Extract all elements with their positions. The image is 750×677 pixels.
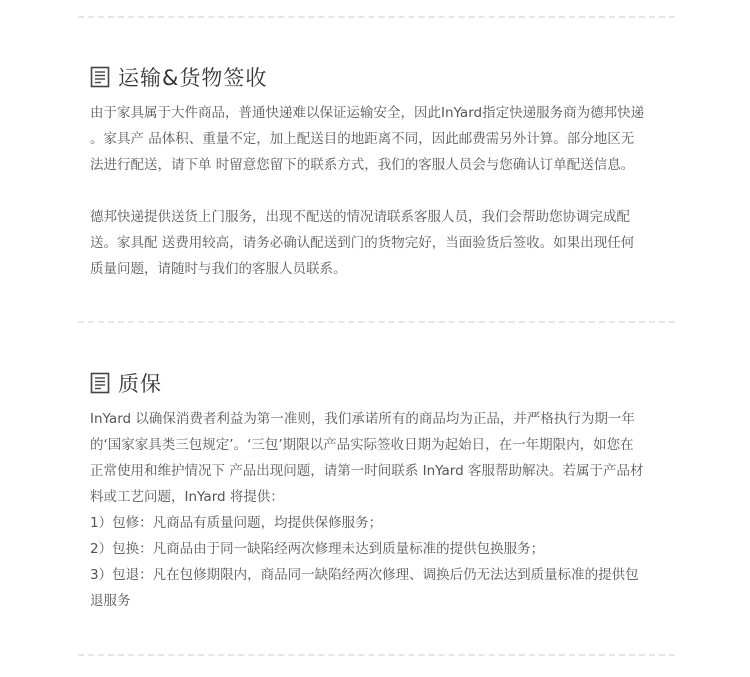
warranty-paragraph (90, 406, 670, 614)
text-line: 1）包修：凡商品有质量问题，均提供保修服务； (90, 515, 383, 531)
text-line: 3）包退：凡在包修期限内，商品同一缺陷经两次修理、调换后仍无法达到质量标准的提供包 (90, 567, 639, 583)
text-line: 料或工艺问题，InYard 将提供： (90, 489, 284, 505)
text-line: 质量问题，请随时与我们的客服人员联系。 (90, 261, 347, 277)
bottom-divider (78, 654, 675, 656)
document-list-icon (90, 372, 110, 394)
text-line: InYard 以确保消费者利益为第一准则，我们承诺所有的商品均为正品，并严格执行为期一年 (90, 411, 635, 427)
shipping-title: 运输&货物签收 (118, 66, 268, 90)
text-line: 法进行配送，请下单 时留意您留下的联系方式，我们的客服人员会与您确认订单配送信息。 (90, 157, 635, 173)
text-line: 由于家具属于大件商品，普通快递难以保证运输安全，因此InYard指定快递服务商为德邦快递 (90, 105, 645, 121)
text-line: 退服务 (90, 593, 131, 609)
shipping-paragraph-1 (90, 100, 670, 178)
text-line: 2）包换：凡商品由于同一缺陷经两次修理未达到质量标准的提供包换服务； (90, 541, 545, 557)
text-line: 德邦快递提供送货上门服务，出现不配送的情况请联系客服人员，我们会帮助您协调完成配 (90, 209, 630, 225)
text-line: 。家具产 品体积、重量不定，加上配送目的地距离不同，因此邮费需另外计算。部分地区无 (90, 131, 635, 147)
top-divider (78, 16, 675, 18)
shipping-section-title (90, 62, 267, 92)
shipping-paragraph-2 (90, 204, 670, 282)
text-line: 的‘国家家具类三包规定’。‘三包’期限以产品实际签收日期为起始日，在一年期限内，如您在 (90, 437, 634, 453)
warranty-section-title (90, 368, 162, 398)
warranty-title: 质保 (118, 372, 162, 396)
document-list-icon (90, 66, 110, 88)
text-line: 正常使用和维护情况下 产品出现问题，请第一时间联系 InYard 客服帮助解决。若属于产品材 (90, 463, 644, 479)
text-line: 送。家具配 送费用较高，请务必确认配送到门的货物完好，当面验货后签收。如果出现任何 (90, 235, 635, 251)
middle-divider (78, 321, 675, 323)
